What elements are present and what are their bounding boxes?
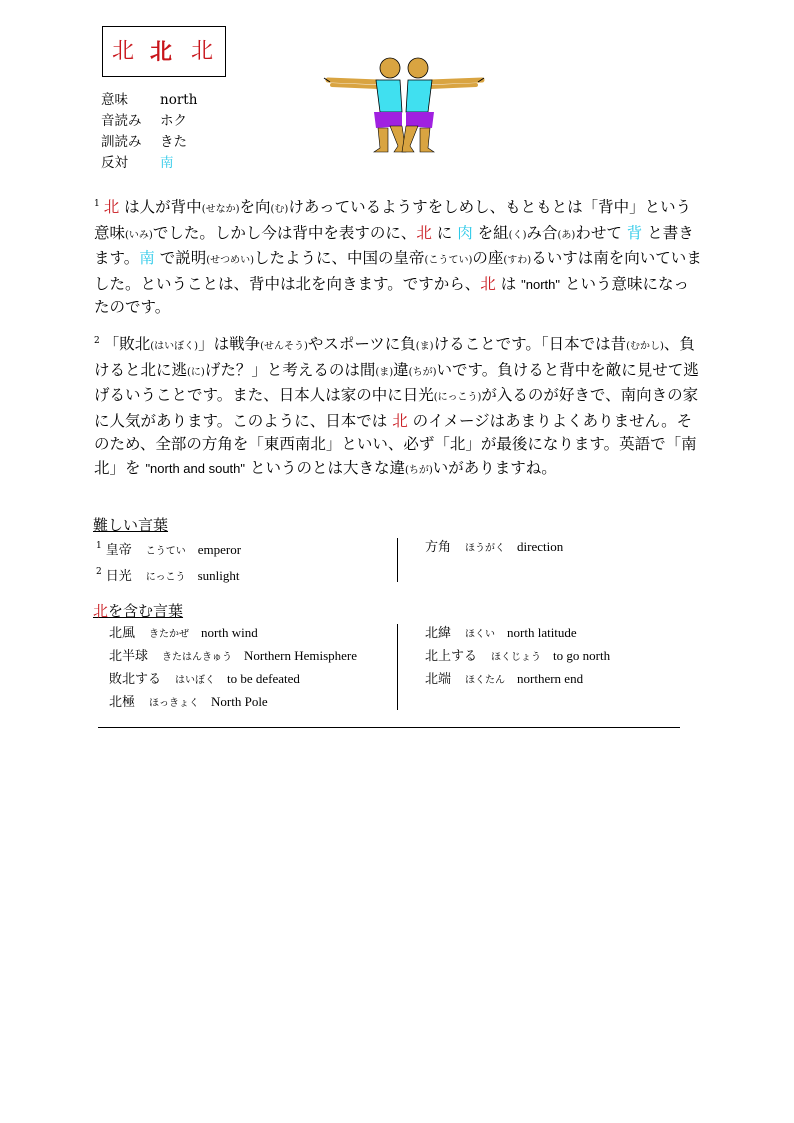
vocab-item <box>425 622 610 645</box>
text-run: が入るのが好きで、南向きの家に人気があります。このように、日本では <box>94 386 699 430</box>
vocab-word: 北風 <box>109 626 136 641</box>
text-run: いです。負けると背中を敵に見せて逃げるいうことです。また、日本人は家の中に日光 <box>94 360 699 404</box>
paragraph-2 <box>94 330 704 482</box>
kanji-style-1: 北 <box>112 39 135 64</box>
vocab-word: 北緯 <box>425 626 452 641</box>
text-run: 違 <box>393 360 409 379</box>
left-figure <box>324 58 406 152</box>
vocab-english: emperor <box>197 542 242 557</box>
text-run: というのとは大きな違 <box>245 458 405 477</box>
kanji-title-box <box>102 26 226 77</box>
text-run: に <box>431 223 458 242</box>
reading-run: (む) <box>270 204 289 215</box>
vocab-reading: にっこう <box>145 572 186 583</box>
info-value: きた <box>160 134 187 150</box>
reading-run: (こうてい) <box>424 255 473 266</box>
text-run: の座 <box>472 249 504 267</box>
text-run: けることです。「日本では昔 <box>433 335 627 353</box>
vocab-english: to be defeated <box>227 671 300 686</box>
info-label: 意味 <box>101 92 128 108</box>
vocab-reading: ほっきょく <box>149 698 200 709</box>
kanji-highlight: 肉 <box>457 223 473 242</box>
info-label: 音読み <box>101 113 142 129</box>
kanji-style-3: 北 <box>191 39 214 64</box>
difficult-words-title: 難しい言葉 <box>93 516 169 534</box>
text-run: やスポーツに負 <box>307 335 416 353</box>
text-run: のイメージはあまりよくありません。そのため、全部の方角を「東西南北」といい、必ず「北」が最後になります。英語で「南北」を <box>94 411 697 477</box>
info-value: ホク <box>160 113 187 129</box>
info-row-on-reading <box>101 111 197 132</box>
kanji-highlight: 南 <box>139 249 155 267</box>
vocab-word: 方角 <box>425 540 452 555</box>
text-run: で説明 <box>154 249 207 267</box>
vocab-item <box>96 536 241 562</box>
text-run: を組 <box>472 223 509 242</box>
reading-run: (せつめい) <box>206 255 255 266</box>
reading-run: (にっこう) <box>433 392 482 403</box>
info-value-opposite: 南 <box>160 155 174 171</box>
vocab-item <box>425 645 610 668</box>
text-run: 」は戦争 <box>198 335 261 353</box>
difficult-words-right <box>425 536 563 559</box>
paragraph-1 <box>94 193 704 320</box>
english-term: "north and south" <box>145 460 246 476</box>
vocab-word: 北半球 <box>109 649 149 664</box>
info-label: 訓読み <box>101 134 142 150</box>
reading-run: (せんそう) <box>260 341 308 352</box>
vocab-english: Northern Hemisphere <box>244 648 358 663</box>
text-run: るいすは南を向いていました。ということは、背中は北を向きます。ですから、 <box>94 249 702 293</box>
text-run: み合 <box>526 223 558 242</box>
kanji-highlight: 北 <box>480 274 496 293</box>
reading-run: (むかし) <box>626 341 664 352</box>
text-run: 、負けると北に逃 <box>94 335 695 379</box>
difficult-words-left <box>96 536 241 588</box>
vocab-item <box>109 668 357 691</box>
title-rest: を含む言葉 <box>108 602 184 620</box>
info-row-meaning <box>101 90 197 111</box>
text-run: を向 <box>239 198 271 216</box>
vocab-english: north wind <box>201 625 258 640</box>
reading-run: (に) <box>187 366 205 378</box>
back-to-back-figures-illustration <box>318 56 490 156</box>
info-value: north <box>160 92 198 108</box>
kanji-highlight: 背 <box>626 223 643 242</box>
reading-run: (すわ) <box>503 255 532 266</box>
vocab-reading: ほくたん <box>465 675 506 686</box>
kanji-highlight: 北 <box>103 198 120 216</box>
vocab-reading: きたはんきゅう <box>162 652 233 663</box>
column-divider <box>397 538 398 582</box>
reading-run: (ま) <box>415 341 434 352</box>
text-run: は人が背中 <box>119 198 202 216</box>
info-row-opposite <box>101 153 197 174</box>
info-label: 反対 <box>101 155 128 171</box>
vocab-word: 北極 <box>109 695 136 710</box>
containing-words-left <box>109 622 357 714</box>
reading-run: (はいぼく) <box>150 341 199 352</box>
reading-run: (ま) <box>375 366 394 378</box>
text-run: したように、中国の皇帝 <box>254 249 425 267</box>
containing-words-right <box>425 622 610 691</box>
vocab-reading: はいぼく <box>175 675 216 686</box>
kanji-highlight: 北 <box>392 411 408 430</box>
reading-run: (ちが) <box>408 366 437 378</box>
vocab-reading: きたかぜ <box>149 629 190 640</box>
vocab-reading: こうてい <box>145 546 186 557</box>
vocab-word: 北上する <box>425 649 478 664</box>
vocab-word: 敗北する <box>109 672 162 687</box>
english-term: "north" <box>521 276 561 292</box>
vocab-english: sunlight <box>197 568 240 583</box>
vocab-english: to go north <box>553 648 611 663</box>
vocab-word: 北端 <box>425 672 452 687</box>
vocab-item <box>109 645 357 668</box>
reading-run: (せなか) <box>201 204 240 215</box>
reading-run: (く) <box>508 229 527 241</box>
vocab-english: direction <box>517 539 564 554</box>
vocab-item <box>425 536 563 559</box>
vocab-item <box>425 668 610 691</box>
vocab-reading: ほうがく <box>465 543 506 554</box>
bottom-divider <box>98 727 680 728</box>
vocab-english: North Pole <box>211 694 268 709</box>
vocab-word: 日光 <box>105 569 132 584</box>
vocab-item <box>109 691 357 714</box>
right-figure <box>402 58 484 152</box>
vocab-item <box>109 622 357 645</box>
vocab-word: 皇帝 <box>105 543 132 558</box>
paragraph-2-text <box>94 330 704 482</box>
paragraph-1-text <box>94 193 704 320</box>
text-run: げた？」と考えるのは間 <box>204 360 376 379</box>
reading-run: (ちが) <box>404 464 433 476</box>
text-run: は <box>495 274 522 293</box>
vocab-reading: ほくじょう <box>491 652 542 663</box>
vocab-reading: ほくい <box>465 629 496 640</box>
text-run: と書きます。 <box>94 223 694 267</box>
reading-run: (いみ) <box>125 229 153 241</box>
text-run: でした。しかし今は背中を表すのに、 <box>152 223 417 242</box>
text-run: いがありますね。 <box>432 458 557 477</box>
vocab-english: north latitude <box>507 625 577 640</box>
containing-words-title <box>93 600 183 621</box>
footnote-number: 1 <box>94 199 100 209</box>
text-run: 「敗北 <box>103 335 151 353</box>
vocab-english: northern end <box>517 671 584 686</box>
footnote-number: 1 <box>96 541 102 551</box>
text-run: わせて <box>575 223 627 242</box>
kanji-highlight: 北 <box>416 223 432 242</box>
text-run: という意味になったのです。 <box>94 274 689 316</box>
info-row-kun-reading <box>101 132 197 153</box>
text-run: けあっているようすをしめし、もともとは「背中」という意味 <box>94 198 692 242</box>
vocab-item <box>96 562 241 588</box>
reading-run: (あ) <box>557 229 576 241</box>
footnote-number: 2 <box>96 567 102 577</box>
kanji-style-2: 北 <box>150 39 173 65</box>
footnote-number: 2 <box>94 336 100 346</box>
column-divider <box>397 624 398 710</box>
title-kanji: 北 <box>93 602 109 620</box>
kanji-info-table <box>101 90 197 174</box>
